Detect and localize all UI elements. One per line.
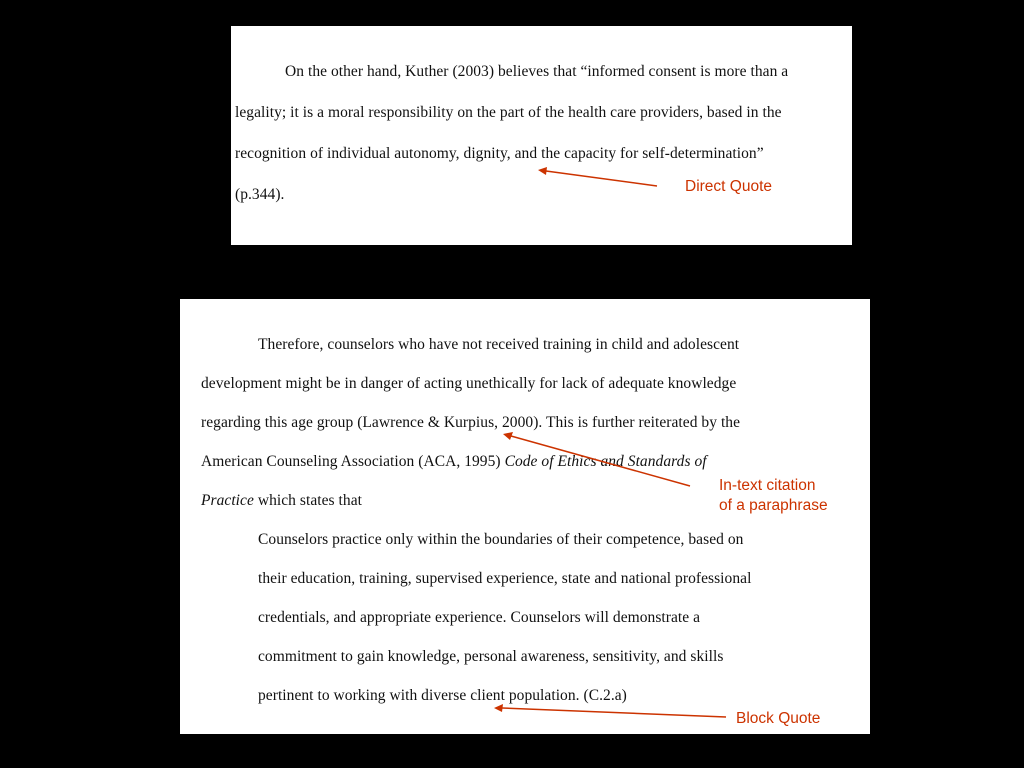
bottom-excerpt-line-5 (201, 492, 362, 510)
top-excerpt-panel (231, 26, 852, 245)
line-5-suffix: which states that (253, 492, 362, 509)
block-quote-line-2: their education, training, supervised experience, state and national professional (258, 570, 752, 587)
in-text-citation-label-line-1: In-text citation (719, 477, 816, 494)
bottom-excerpt-line-1: Therefore, counselors who have not received training in child and adolescent (258, 336, 740, 353)
block-quote-label: Block Quote (736, 710, 821, 727)
line-4-prefix: American Counseling Association (ACA, 1995) (201, 453, 505, 470)
bottom-excerpt-line-4 (201, 453, 707, 471)
block-quote-line-4: commitment to gain knowledge, personal awareness, sensitivity, and skills (258, 648, 724, 665)
bottom-excerpt-line-2: development might be in danger of acting unethically for lack of adequate knowledge (201, 375, 737, 392)
bottom-excerpt-line-3: regarding this age group (Lawrence & Kurpius, 2000). This is further reiterated by the (201, 414, 741, 431)
top-excerpt-line-1: On the other hand, Kuther (2003) believes that “informed consent is more than a (285, 63, 789, 80)
block-quote-line-1: Counselors practice only within the boundaries of their competence, based on (258, 531, 744, 548)
code-of-ethics-title: Code of Ethics and Standards of (504, 453, 707, 470)
bottom-excerpt-panel (180, 299, 870, 734)
block-quote-line-3: credentials, and appropriate experience. Counselors will demonstrate a (258, 609, 701, 626)
in-text-citation-label-line-2: of a paraphrase (719, 497, 828, 514)
top-excerpt-line-2: legality; it is a moral responsibility on the part of the health care providers, based in the (235, 104, 782, 121)
block-quote-line-5: pertinent to working with diverse client population. (C.2.a) (258, 687, 627, 704)
top-excerpt-line-3: recognition of individual autonomy, dignity, and the capacity for self-determination” (235, 145, 764, 162)
practice-title: Practice (201, 492, 254, 509)
direct-quote-label: Direct Quote (685, 178, 773, 195)
top-excerpt-line-4: (p.344). (235, 186, 285, 203)
